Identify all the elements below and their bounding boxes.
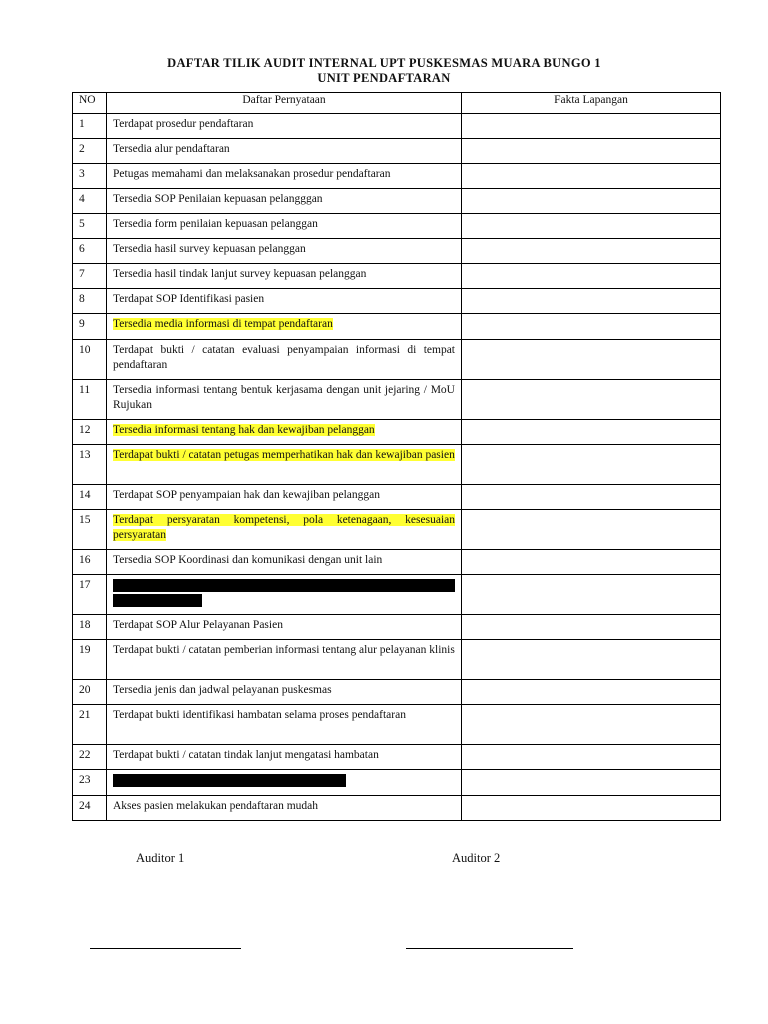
table-row <box>73 550 721 575</box>
statement-cell <box>107 796 462 821</box>
row-number: 4 <box>73 189 107 214</box>
document-title: DAFTAR TILIK AUDIT INTERNAL UPT PUSKESMAS MUARA BUNGO 1 <box>167 56 601 70</box>
field-fact-cell[interactable] <box>462 214 721 239</box>
table-row <box>73 289 721 314</box>
table-row <box>73 640 721 680</box>
table-row <box>73 485 721 510</box>
statement-cell <box>107 485 462 510</box>
table-row <box>73 214 721 239</box>
field-fact-cell[interactable] <box>462 340 721 380</box>
statement-text: Tersedia SOP Penilaian kepuasan pelangggan <box>113 193 323 205</box>
statement-cell <box>107 289 462 314</box>
field-fact-cell[interactable] <box>462 239 721 264</box>
statement-cell <box>107 510 462 550</box>
table-row <box>73 770 721 796</box>
statement-text: Petugas memahami dan melaksanakan prosedur pendaftaran <box>113 168 391 180</box>
document-subtitle: UNIT PENDAFTARAN <box>317 71 451 85</box>
row-number: 11 <box>73 380 107 420</box>
field-fact-cell[interactable] <box>462 680 721 705</box>
table-row <box>73 680 721 705</box>
table-row <box>73 745 721 770</box>
redaction-bar <box>113 594 202 607</box>
statement-cell <box>107 550 462 575</box>
table-header-row <box>73 93 721 114</box>
field-fact-cell[interactable] <box>462 189 721 214</box>
table-row <box>73 380 721 420</box>
table-row <box>73 139 721 164</box>
row-number: 10 <box>73 340 107 380</box>
field-fact-cell[interactable] <box>462 510 721 550</box>
statement-text: Terdapat SOP penyampaian hak dan kewajiban pelanggan <box>113 489 381 501</box>
table-row <box>73 239 721 264</box>
row-number: 5 <box>73 214 107 239</box>
table-row <box>73 445 721 485</box>
column-header-field-fact: Fakta Lapangan <box>462 93 721 114</box>
table-row <box>73 796 721 821</box>
row-number: 3 <box>73 164 107 189</box>
statement-text: Terdapat bukti / catatan pemberian informasi tentang alur pelayanan klinis <box>113 644 455 656</box>
statement-text: Tersedia alur pendaftaran <box>113 143 230 155</box>
auditor-2-signature-line[interactable] <box>406 948 573 949</box>
row-number: 18 <box>73 615 107 640</box>
field-fact-cell[interactable] <box>462 380 721 420</box>
statement-text: Tersedia informasi tentang bentuk kerjasama dengan unit jejaring / MoU Rujukan <box>113 384 455 411</box>
table-row <box>73 114 721 139</box>
row-number: 14 <box>73 485 107 510</box>
statement-text: Terdapat prosedur pendaftaran <box>113 118 254 130</box>
field-fact-cell[interactable] <box>462 770 721 796</box>
row-number: 20 <box>73 680 107 705</box>
table-row <box>73 615 721 640</box>
auditor-1-label: Auditor 1 <box>136 851 185 865</box>
statement-cell <box>107 640 462 680</box>
row-number: 7 <box>73 264 107 289</box>
field-fact-cell[interactable] <box>462 264 721 289</box>
statement-text: Tersedia jenis dan jadwal pelayanan puskesmas <box>113 684 332 696</box>
field-fact-cell[interactable] <box>462 705 721 745</box>
table-row <box>73 189 721 214</box>
statement-cell <box>107 114 462 139</box>
redaction-bar <box>113 579 455 592</box>
statement-cell <box>107 680 462 705</box>
statement-text: Tersedia SOP Koordinasi dan komunikasi dengan unit lain <box>113 554 383 566</box>
highlighted-statement-text: Terdapat bukti / catatan petugas memperhatikan hak dan kewajiban pasien <box>113 449 455 461</box>
statement-cell <box>107 164 462 189</box>
highlighted-statement-text: Terdapat persyaratan kompetensi, pola ketenagaan, kesesuaian persyaratan <box>113 514 455 541</box>
row-number: 8 <box>73 289 107 314</box>
row-number: 22 <box>73 745 107 770</box>
statement-cell <box>107 575 462 615</box>
checklist-table <box>72 92 721 821</box>
row-number: 21 <box>73 705 107 745</box>
statement-text: Terdapat bukti / catatan tindak lanjut mengatasi hambatan <box>113 749 379 761</box>
statement-cell <box>107 189 462 214</box>
table-row <box>73 164 721 189</box>
table-row <box>73 420 721 445</box>
table-row <box>73 340 721 380</box>
table-row <box>73 575 721 615</box>
field-fact-cell[interactable] <box>462 289 721 314</box>
table-row <box>73 705 721 745</box>
statement-text: Terdapat bukti identifikasi hambatan selama proses pendaftaran <box>113 709 406 721</box>
statement-cell <box>107 420 462 445</box>
auditor-2-label: Auditor 2 <box>452 851 501 865</box>
statement-cell <box>107 239 462 264</box>
auditor-1-signature-line[interactable] <box>90 948 241 949</box>
field-fact-cell[interactable] <box>462 575 721 615</box>
field-fact-cell[interactable] <box>462 640 721 680</box>
field-fact-cell[interactable] <box>462 139 721 164</box>
row-number: 16 <box>73 550 107 575</box>
field-fact-cell[interactable] <box>462 615 721 640</box>
statement-cell <box>107 264 462 289</box>
field-fact-cell[interactable] <box>462 485 721 510</box>
field-fact-cell[interactable] <box>462 550 721 575</box>
table-row <box>73 264 721 289</box>
statement-text: Terdapat SOP Identifikasi pasien <box>113 293 265 305</box>
table-row <box>73 510 721 550</box>
statement-cell <box>107 314 462 340</box>
table-row <box>73 314 721 340</box>
row-number: 2 <box>73 139 107 164</box>
column-header-statement: Daftar Pernyataan <box>107 93 462 114</box>
row-number: 19 <box>73 640 107 680</box>
row-number: 6 <box>73 239 107 264</box>
row-number: 13 <box>73 445 107 485</box>
row-number: 12 <box>73 420 107 445</box>
statement-text: Terdapat bukti / catatan evaluasi penyampaian informasi di tempat pendaftaran <box>113 344 455 371</box>
highlighted-statement-text: Tersedia media informasi di tempat pendaftaran <box>113 318 333 330</box>
field-fact-cell[interactable] <box>462 796 721 821</box>
field-fact-cell[interactable] <box>462 164 721 189</box>
statement-cell <box>107 445 462 485</box>
statement-cell <box>107 214 462 239</box>
statement-text: Tersedia hasil tindak lanjut survey kepuasan pelanggan <box>113 268 367 280</box>
field-fact-cell[interactable] <box>462 114 721 139</box>
statement-cell <box>107 139 462 164</box>
statement-text: Akses pasien melakukan pendaftaran mudah <box>113 800 319 812</box>
field-fact-cell[interactable] <box>462 314 721 340</box>
row-number: 15 <box>73 510 107 550</box>
row-number: 17 <box>73 575 107 615</box>
statement-cell <box>107 340 462 380</box>
statement-text: Terdapat SOP Alur Pelayanan Pasien <box>113 619 283 631</box>
statement-cell <box>107 770 462 796</box>
field-fact-cell[interactable] <box>462 420 721 445</box>
statement-text: Tersedia form penilaian kepuasan pelanggan <box>113 218 318 230</box>
statement-cell <box>107 705 462 745</box>
statement-cell <box>107 380 462 420</box>
redaction-bar <box>113 774 346 787</box>
row-number: 9 <box>73 314 107 340</box>
row-number: 24 <box>73 796 107 821</box>
field-fact-cell[interactable] <box>462 745 721 770</box>
column-header-no: NO <box>73 93 107 114</box>
statement-cell <box>107 615 462 640</box>
statement-cell <box>107 745 462 770</box>
statement-text: Tersedia hasil survey kepuasan pelanggan <box>113 243 306 255</box>
highlighted-statement-text: Tersedia informasi tentang hak dan kewajiban pelanggan <box>113 424 375 436</box>
field-fact-cell[interactable] <box>462 445 721 485</box>
row-number: 23 <box>73 770 107 796</box>
row-number: 1 <box>73 114 107 139</box>
